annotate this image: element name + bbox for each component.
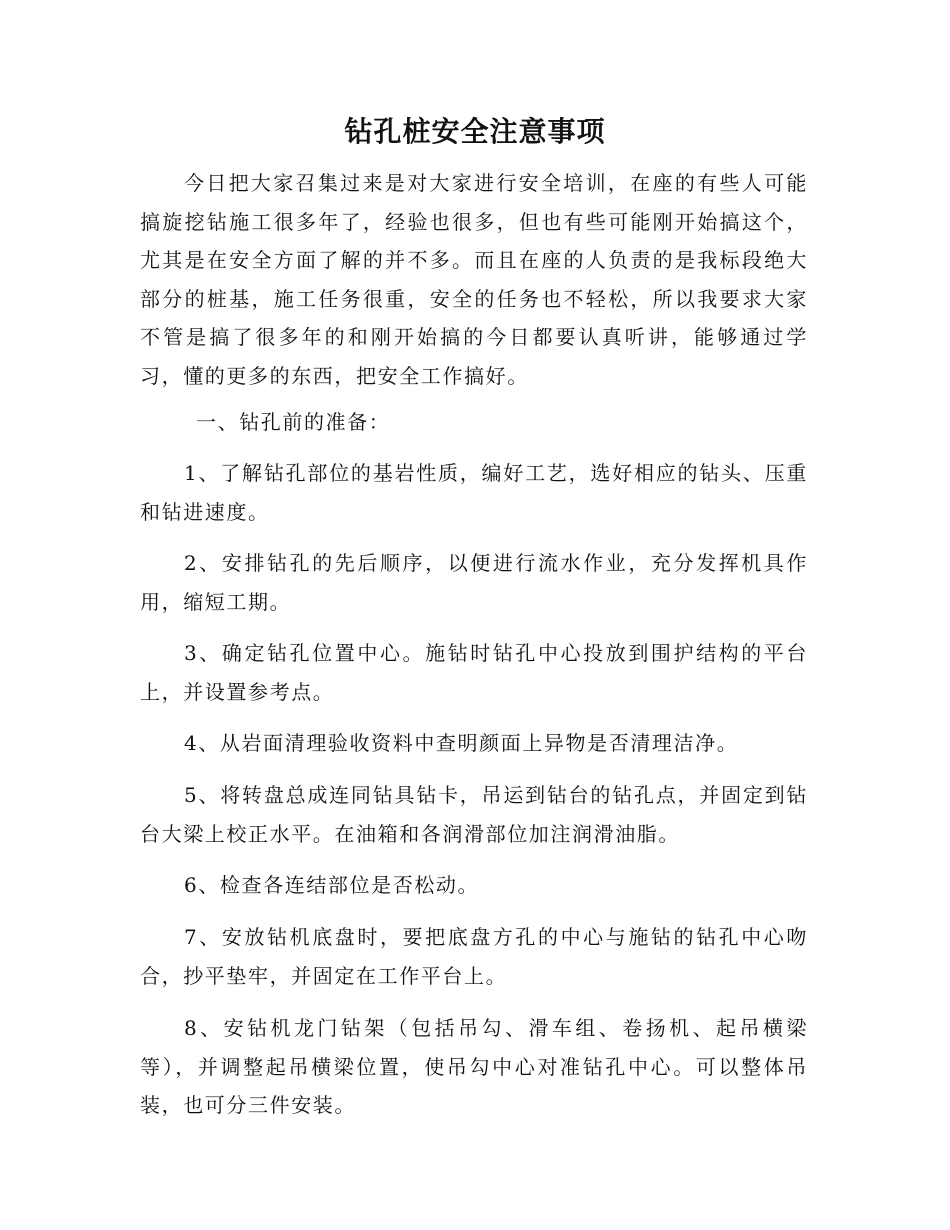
intro-paragraph: 今日把大家召集过来是对大家进行安全培训，在座的有些人可能搞旋挖钻施工很多年了，经验也很多，但也有些可能刚开始搞这个，尤其是在安全方面了解的并不多。而且在座的人负责的是我标段绝大部分的桩基，施工任务很重，安全的任务也不轻松，所以我要求大家不管是搞了很多年的和刚开始搞的今日都要认真听讲，能够通过学习，懂的更多的东西，把安全工作搞好。	[140, 171, 808, 388]
list-item-3: 3、确定钻孔位置中心。施钻时钻孔中心投放到围护结构的平台上，并设置参考点。	[140, 641, 808, 704]
document-title: 钻孔桩安全注意事项	[344, 115, 606, 148]
list-item-1: 1、了解钻孔部位的基岩性质，编好工艺，选好相应的钻头、压重和钻进速度。	[140, 461, 808, 524]
list-item-2: 2、安排钻孔的先后顺序，以便进行流水作业，充分发挥机具作用，缩短工期。	[140, 551, 808, 614]
list-item-4: 4、从岩面清理验收资料中查明颜面上异物是否清理洁净。	[184, 731, 739, 755]
list-item-8: 8、安钻机龙门钻架（包括吊勾、滑车组、卷扬机、起吊横梁等），并调整起吊横梁位置，使吊勾中心对准钻孔中心。可以整体吊装，也可分三件安装。	[140, 1016, 808, 1117]
list-item-5: 5、将转盘总成连同钻具钻卡，吊运到钻台的钻孔点，并固定到钻台大梁上校正水平。在油箱和各润滑部位加注润滑油脂。	[140, 783, 808, 846]
list-item-6: 6、检查各连结部位是否松动。	[184, 873, 480, 897]
list-item-7: 7、安放钻机底盘时，要把底盘方孔的中心与施钻的钻孔中心吻合，抄平垫牢，并固定在工作平台上。	[140, 925, 808, 988]
section-heading: 一、钻孔前的准备：	[196, 410, 391, 434]
